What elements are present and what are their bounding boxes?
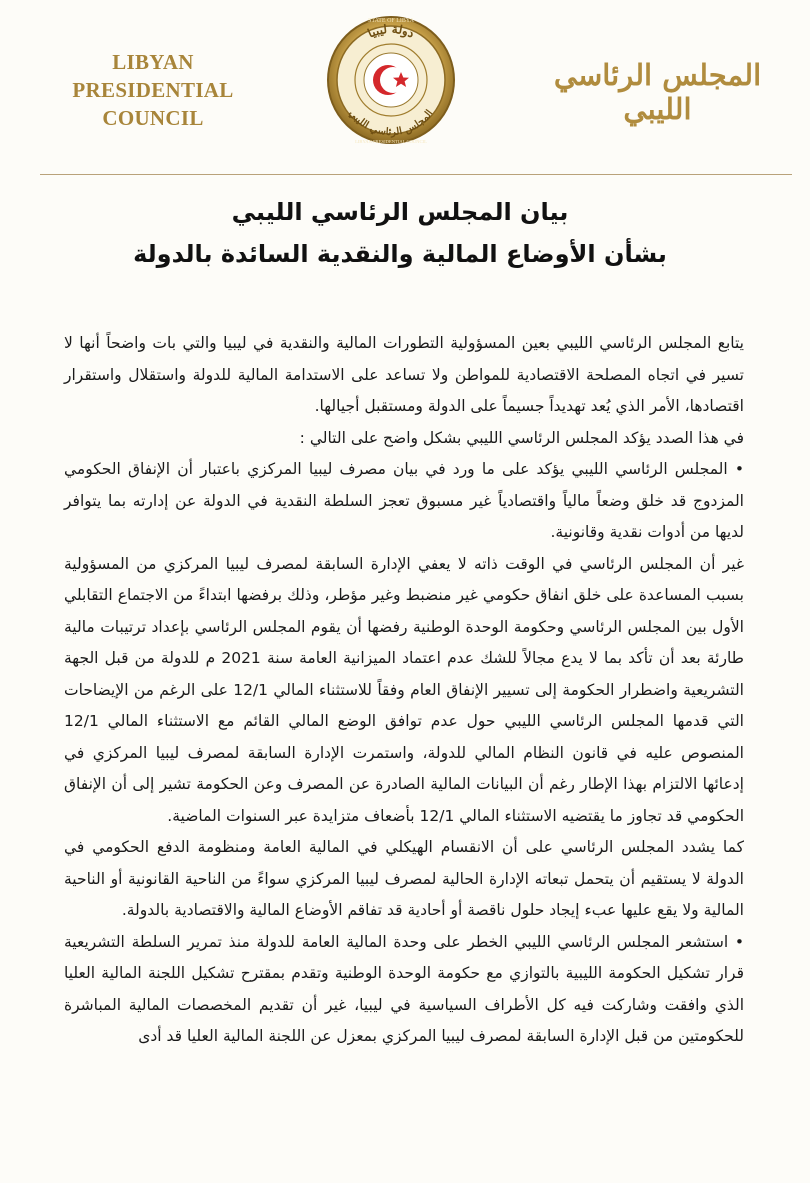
letterhead [0,0,810,178]
arabic-council-name: المجلس الرئاسي الليبي [553,58,762,126]
paragraph: غير أن المجلس الرئاسي في الوقت ذاته لا يعفي الإدارة السابقة لمصرف ليبيا المركزي من المسؤولية بسبب المساعدة على خلق انفاق حكومي غير منضبط وغير مؤطر، وذلك برفضها ابتداءً من الاجتماع التقابلي الأول بين المجلس الرئاسي وحكومة الوحدة الوطنية رفضها أن يقوم المجلس الرئاسي بإعداد ترتيبات مالية طارئة بعد أن تأكد بما لا يدع مجالاً للشك عدم اعتماد الميزانية العامة سنة 2021 م للدولة من قبل الجهة التشريعية واضطرار الحكومة إلى تسيير الإنفاق العام وفقاً للاستثناء المالي 12/1 على الرغم من الإيضاحات التي قدمها المجلس الرئاسي الليبي حول عدم توافق الوضع المالي القائم مع الاستثناء المالي 12/1 المنصوص عليه في قانون النظام المالي للدولة، واستمرت الإدارة السابقة لمصرف ليبيا المركزي في إدعائها الالتزام بهذا الإطار رغم أن البيانات المالية الصادرة عن المصرف وعن الحكومة تشير إلى أن الإنفاق الحكومي قد تجاوز ما يقتضيه الاستثناء المالي 12/1 بأضعاف متزايدة عبر السنوات الماضية. [64,554,744,825]
paragraph: • المجلس الرئاسي الليبي يؤكد على ما ورد في بيان مصرف ليبيا المركزي باعتبار أن الإنفاق الحكومي المزدوج قد خلق وضعاً مالياً واقتصادياً غير مسبوق تعجز السلطة النقدية في الدولة عن إدارته بما يتوافر لديها من أدوات نقدية وقانونية. [64,460,744,541]
seal-english-top: STATE OF LIBYA [368,18,414,24]
seal-arabic-bottom: المجلس الرئاسي الليبي [346,107,436,139]
paragraph: كما يشدد المجلس الرئاسي على أن الانقسام الهيكلي في المالية العامة ومنظومة الدفع الحكومي في الدولة لا يستقيم أن يتحمل تبعاته الإدارة الحالية لمصرف ليبيا المركزي سواءً من الناحية القانونية أو الناحية المالية ولا يقع عليها عبء إيجاد حلول ناقصة أو أحادية قد تفاقم الأوضاع المالية والاقتصادية بالدولة. [64,838,744,919]
english-name-line1: LIBYAN PRESIDENTIAL [72,50,234,102]
english-name-line2: COUNCIL [102,106,204,130]
english-council-name [38,48,268,132]
statement-title: بيان المجلس الرئاسي الليبي [231,198,569,226]
paragraph: يتابع المجلس الرئاسي الليبي بعين المسؤولية التطورات المالية والنقدية في ليبيا والتي بات واضحاً أنها لا تسير في اتجاه المصلحة الاقتصادية للمواطن ولا تساعد على الاستدامة المالية للدولة واستقلال واستقرار اقتصادها، الأمر الذي يُعد تهديداً جسيماً على الدولة ومستقبل أجيالها. [64,334,744,415]
seal-arabic-top: دولة ليبيا [365,21,417,41]
header-divider [40,174,792,175]
presidential-seal-icon [326,2,456,160]
paragraph: • استشعر المجلس الرئاسي الليبي الخطر على وحدة المالية العامة للدولة منذ تمرير السلطة التشريعية قرار تشكيل الحكومة الليبية بالتوازي مع حكومة الوحدة الوطنية وتقدم بمقترح تشكيل اللجنة المالية العليا الذي وافقت وشاركت فيه كل الأطراف السياسية في ليبيا، غير أن تقديم المخصصات المالية المباشرة للحكومتين من قبل الإدارة السابقة لمصرف ليبيا المركزي بمعزل عن اللجنة المالية العليا قد أدى [64,932,744,1045]
seal-english-bottom: LIBYAN PRESIDENTIAL COUNCIL [355,139,427,144]
statement-subtitle: بشأن الأوضاع المالية والنقدية السائدة بالدولة [133,240,667,268]
paragraph: في هذا الصدد يؤكد المجلس الرئاسي الليبي بشكل واضح على التالي : [299,428,744,447]
statement-body [64,328,744,1053]
